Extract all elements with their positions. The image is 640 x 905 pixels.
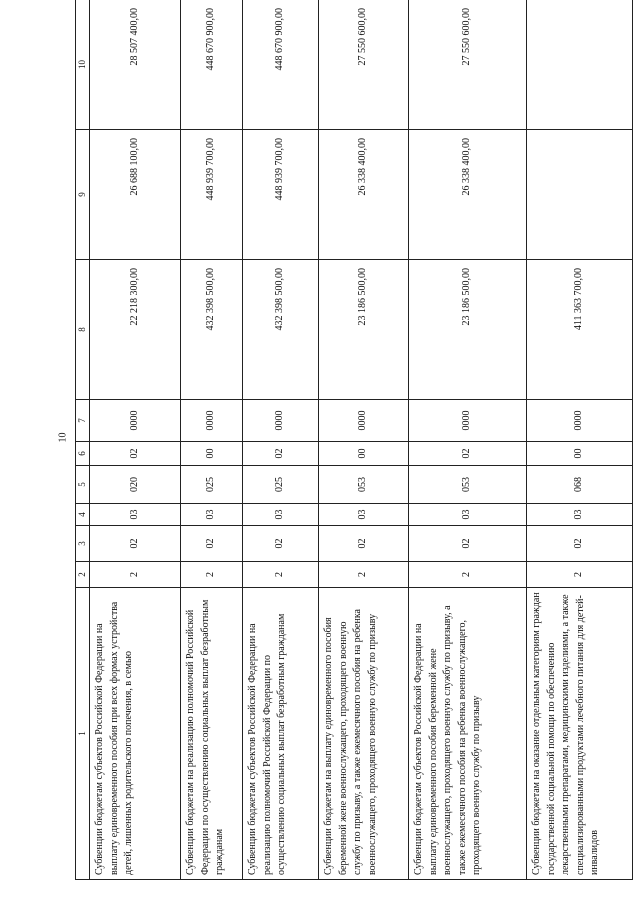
row-description: Субвенции бюджетам субъектов Российской Федерации на выплату единовременного пособия при всех формах устройства детей, лишенных родительского попечения, в семью — [90, 588, 181, 880]
header-cell: 5 — [76, 466, 90, 504]
code-cell: 02 — [243, 526, 319, 562]
amount-cell: 26 338 400,00 — [409, 130, 527, 260]
code-cell: 053 — [409, 466, 527, 504]
code-cell: 2 — [409, 562, 527, 588]
amount-cell: 23 186 500,00 — [409, 260, 527, 400]
code-cell: 020 — [90, 466, 181, 504]
header-cell: 10 — [76, 0, 90, 130]
code-cell: 02 — [90, 526, 181, 562]
row-description: Субвенции бюджетам на реализацию полномочий Российской Федерации по осуществлению социальных выплат безработным гражданам — [181, 588, 243, 880]
code-cell: 025 — [243, 466, 319, 504]
amount-cell: 23 186 500,00 — [319, 260, 409, 400]
row-description: Субвенции бюджетам субъектов Российской Федерации на выплату единовременного пособия беременной жене военнослужащего, проходящего военную службу по призыву, а также ежемесячного пособия на ребенка военнослужащего, проходящего военную службу по призыву — [409, 588, 527, 880]
code-cell: 0000 — [90, 400, 181, 442]
amount-cell: 432 398 500,00 — [181, 260, 243, 400]
amount-cell: 26 688 100,00 — [90, 130, 181, 260]
code-cell: 2 — [319, 562, 409, 588]
header-cell: 3 — [76, 526, 90, 562]
header-row — [76, 0, 90, 880]
code-cell: 2 — [90, 562, 181, 588]
amount-cell: 26 338 400,00 — [319, 130, 409, 260]
code-cell: 2 — [243, 562, 319, 588]
header-cell: 7 — [76, 400, 90, 442]
amount-cell: 22 218 300,00 — [90, 260, 181, 400]
code-cell: 0000 — [181, 400, 243, 442]
code-cell: 02 — [409, 526, 527, 562]
code-cell: 03 — [527, 504, 633, 526]
code-cell: 02 — [243, 442, 319, 466]
code-cell: 02 — [90, 442, 181, 466]
code-cell: 2 — [527, 562, 633, 588]
code-cell: 00 — [527, 442, 633, 466]
code-cell: 068 — [527, 466, 633, 504]
code-cell: 00 — [319, 442, 409, 466]
amount-cell: 448 939 700,00 — [181, 130, 243, 260]
table-row — [409, 0, 527, 880]
code-cell: 03 — [181, 504, 243, 526]
code-cell: 02 — [527, 526, 633, 562]
amount-cell — [527, 130, 633, 260]
table-row — [90, 0, 181, 880]
row-description: Субвенции бюджетам субъектов Российской Федерации на реализацию полномочий Российской Федерации по осуществлению социальных выплат безработным гражданам — [243, 588, 319, 880]
code-cell: 03 — [319, 504, 409, 526]
code-cell: 2 — [181, 562, 243, 588]
header-cell: 1 — [76, 588, 90, 880]
table-row — [181, 0, 243, 880]
amount-cell: 448 670 900,00 — [243, 0, 319, 130]
code-cell: 03 — [409, 504, 527, 526]
amount-cell: 411 363 700,00 — [527, 260, 633, 400]
amount-cell: 27 550 600,00 — [409, 0, 527, 130]
row-description: Субвенции бюджетам на оказание отдельным категориям граждан государственной социальной помощи по обеспечению лекарственными препаратами, медицинскими изделиями, а также специализированными продуктами лечебного питания для детей-инвалидов — [527, 588, 633, 880]
rotated-document-page — [75, 0, 640, 880]
code-cell: 02 — [319, 526, 409, 562]
budget-table — [75, 0, 633, 880]
code-cell: 02 — [409, 442, 527, 466]
code-cell: 03 — [90, 504, 181, 526]
amount-cell: 432 398 500,00 — [243, 260, 319, 400]
code-cell: 053 — [319, 466, 409, 504]
code-cell: 02 — [181, 526, 243, 562]
amount-cell: 28 507 400,00 — [90, 0, 181, 130]
header-cell: 6 — [76, 442, 90, 466]
row-description: Субвенции бюджетам на выплату единовременного пособия беременной жене военнослужащего, проходящего военную службу по призыву, а также ежемесячного пособия на ребенка военнослужащего, проходящего военную службу по призыву — [319, 588, 409, 880]
code-cell: 0000 — [527, 400, 633, 442]
header-cell: 8 — [76, 260, 90, 400]
amount-cell — [527, 0, 633, 130]
code-cell: 025 — [181, 466, 243, 504]
amount-cell: 448 939 700,00 — [243, 130, 319, 260]
amount-cell: 448 670 900,00 — [181, 0, 243, 130]
table-row — [527, 0, 633, 880]
table-row — [243, 0, 319, 880]
page-number: 10 — [57, 432, 69, 443]
code-cell: 0000 — [243, 400, 319, 442]
header-cell: 4 — [76, 504, 90, 526]
code-cell: 0000 — [319, 400, 409, 442]
code-cell: 03 — [243, 504, 319, 526]
table-row — [319, 0, 409, 880]
code-cell: 0000 — [409, 400, 527, 442]
code-cell: 00 — [181, 442, 243, 466]
header-cell: 9 — [76, 130, 90, 260]
header-cell: 2 — [76, 562, 90, 588]
amount-cell: 27 550 600,00 — [319, 0, 409, 130]
